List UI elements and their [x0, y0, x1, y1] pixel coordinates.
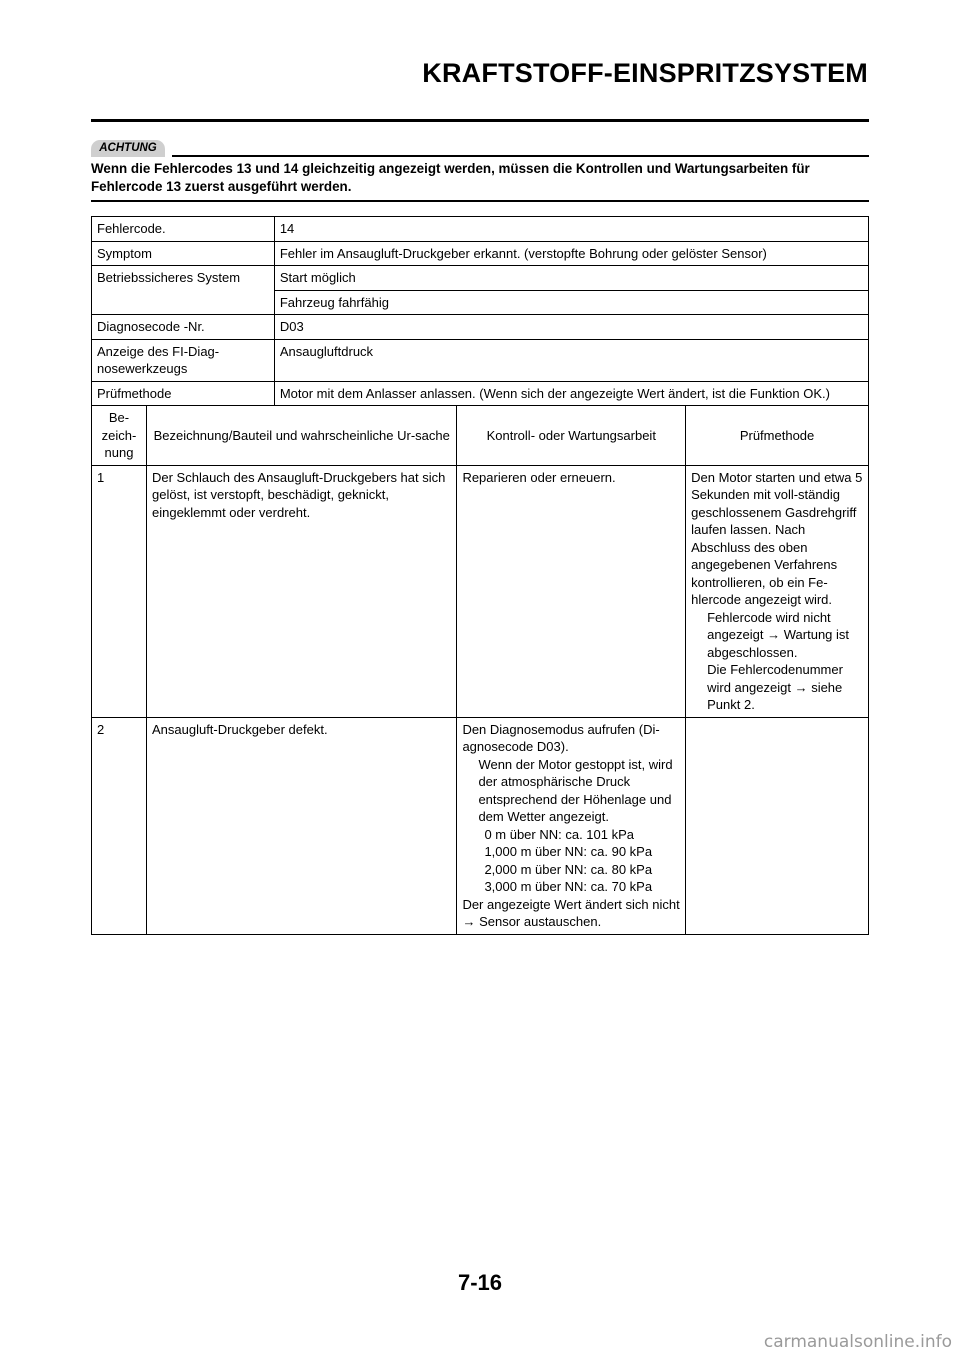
row-2-action-result-condition: Der angezeigte Wert ändert sich nicht: [462, 896, 680, 912]
row-1-check-case-1: [691, 609, 863, 662]
column-header-check: Prüfmethode: [686, 406, 869, 466]
row-2-order: 2: [92, 717, 147, 934]
row-1-action: Reparieren oder erneuern.: [457, 465, 686, 717]
table-header-row: [92, 406, 869, 466]
failsafe-value-drive: Fahrzeug fahrfähig: [274, 290, 868, 315]
warning-text: Wenn die Fehlercodes 13 und 14 gleichzeitig angezeigt werden, müssen die Kontrollen und Wartungsarbeiten für Fehlercode 13 zuerst ausgeführt werden.: [91, 161, 810, 194]
diagnostic-code-label: Diagnosecode -Nr.: [92, 315, 275, 340]
warning-bottom-divider: [91, 200, 869, 202]
column-header-cause: Bezeichnung/Bauteil und wahrscheinliche Ur-sache: [146, 406, 456, 466]
row-1-cause: Der Schlauch des Ansaugluft-Druckgebers hat sich gelöst, ist verstopft, beschädigt, geknickt, eingeklemmt oder verdreht.: [146, 465, 456, 717]
table-row-diagnostic-code: [92, 315, 869, 340]
site-watermark: carmanualsonline.info: [763, 1332, 952, 1352]
altitude-0: 0 m über NN: ca. 101 kPa: [484, 826, 635, 842]
row-2-action-result-outcome: Sensor austauschen.: [479, 914, 602, 929]
row-1-check-main: Den Motor starten und etwa 5 Sekunden mit voll-ständig geschlossenem Gasdrehgriff laufen lassen. Nach Abschluss des oben angegebenen Verfahrens kontrollieren, ob ein Fe-hlercode angezeigt wird.: [691, 469, 863, 607]
table-row: [92, 717, 869, 934]
row-2-cause: Ansaugluft-Druckgeber defekt.: [146, 717, 456, 934]
row-1-check: [686, 465, 869, 717]
altitude-1000: 1,000 m über NN: ca. 90 kPa: [484, 844, 653, 859]
row-2-check: [686, 717, 869, 934]
header-divider: [91, 119, 869, 122]
row-1-check-case-1-condition: Fehlercode wird nicht angezeigt: [707, 609, 831, 642]
symptom-label: Symptom: [92, 241, 275, 266]
row-1-check-case-2: [691, 661, 863, 714]
fault-code-label: Fehlercode.: [92, 217, 275, 242]
table-row-symptom: [92, 241, 869, 266]
altitude-3000: 3,000 m über NN: ca. 70 kPa: [484, 879, 653, 894]
column-header-action: Kontroll- oder Wartungsarbeit: [457, 406, 686, 466]
arrow-right-icon: →: [462, 914, 476, 929]
table-row-diag-tool: [92, 339, 869, 381]
row-1-check-case-2-result: siehe Punkt 2.: [707, 679, 843, 712]
warning-badge: ACHTUNG: [91, 140, 165, 157]
table-row-failsafe: [92, 266, 869, 291]
table-row: [92, 465, 869, 717]
column-header-order: Be-zeich-nung: [92, 406, 147, 466]
diag-tool-value: Ansaugluftdruck: [274, 339, 868, 381]
row-2-action-intro: Den Diagnosemodus aufrufen (Di-agnosecode D03).: [462, 721, 660, 754]
altitude-2000: 2,000 m über NN: ca. 80 kPa: [484, 861, 653, 877]
row-1-order: 1: [92, 465, 147, 717]
page-header-title: KRAFTSTOFF-EINSPRITZSYSTEM: [422, 58, 868, 88]
row-1-check-case-2-condition: Die Fehlercodenummer wird angezeigt: [707, 662, 843, 695]
diag-tool-label: Anzeige des FI-Diag-nosewerkzeugs: [92, 339, 275, 381]
arrow-right-icon: →: [794, 679, 808, 695]
symptom-value: Fehler im Ansaugluft-Druckgeber erkannt. (verstopfte Bohrung oder gelöster Sensor): [274, 241, 868, 266]
page-number: 7-16: [457, 1270, 503, 1295]
row-1-check-case-1-result: Wartung ist abgeschlossen.: [707, 627, 850, 660]
table-row-fault-code: [92, 217, 869, 242]
procedure-value: Motor mit dem Anlasser anlassen. (Wenn sich der angezeigte Wert ändert, ist die Funktion OK.): [274, 381, 868, 406]
failsafe-value-start: Start möglich: [274, 266, 868, 291]
fault-code-value: 14: [274, 217, 868, 242]
diagnostic-code-value: D03: [274, 315, 868, 340]
table-row-procedure: [92, 381, 869, 406]
procedure-label: Prüfmethode: [92, 381, 275, 406]
row-2-action-note: Wenn der Motor gestoppt ist, wird der atmosphärische Druck entsprechend der Höhenlage und dem Wetter angezeigt.: [478, 756, 673, 824]
arrow-right-icon: →: [767, 627, 781, 642]
failsafe-label: Betriebssicheres System: [92, 266, 275, 315]
fault-code-table: [91, 216, 869, 935]
row-2-action-result: [462, 896, 680, 931]
row-2-action: [457, 717, 686, 934]
warning-divider: [172, 155, 869, 157]
